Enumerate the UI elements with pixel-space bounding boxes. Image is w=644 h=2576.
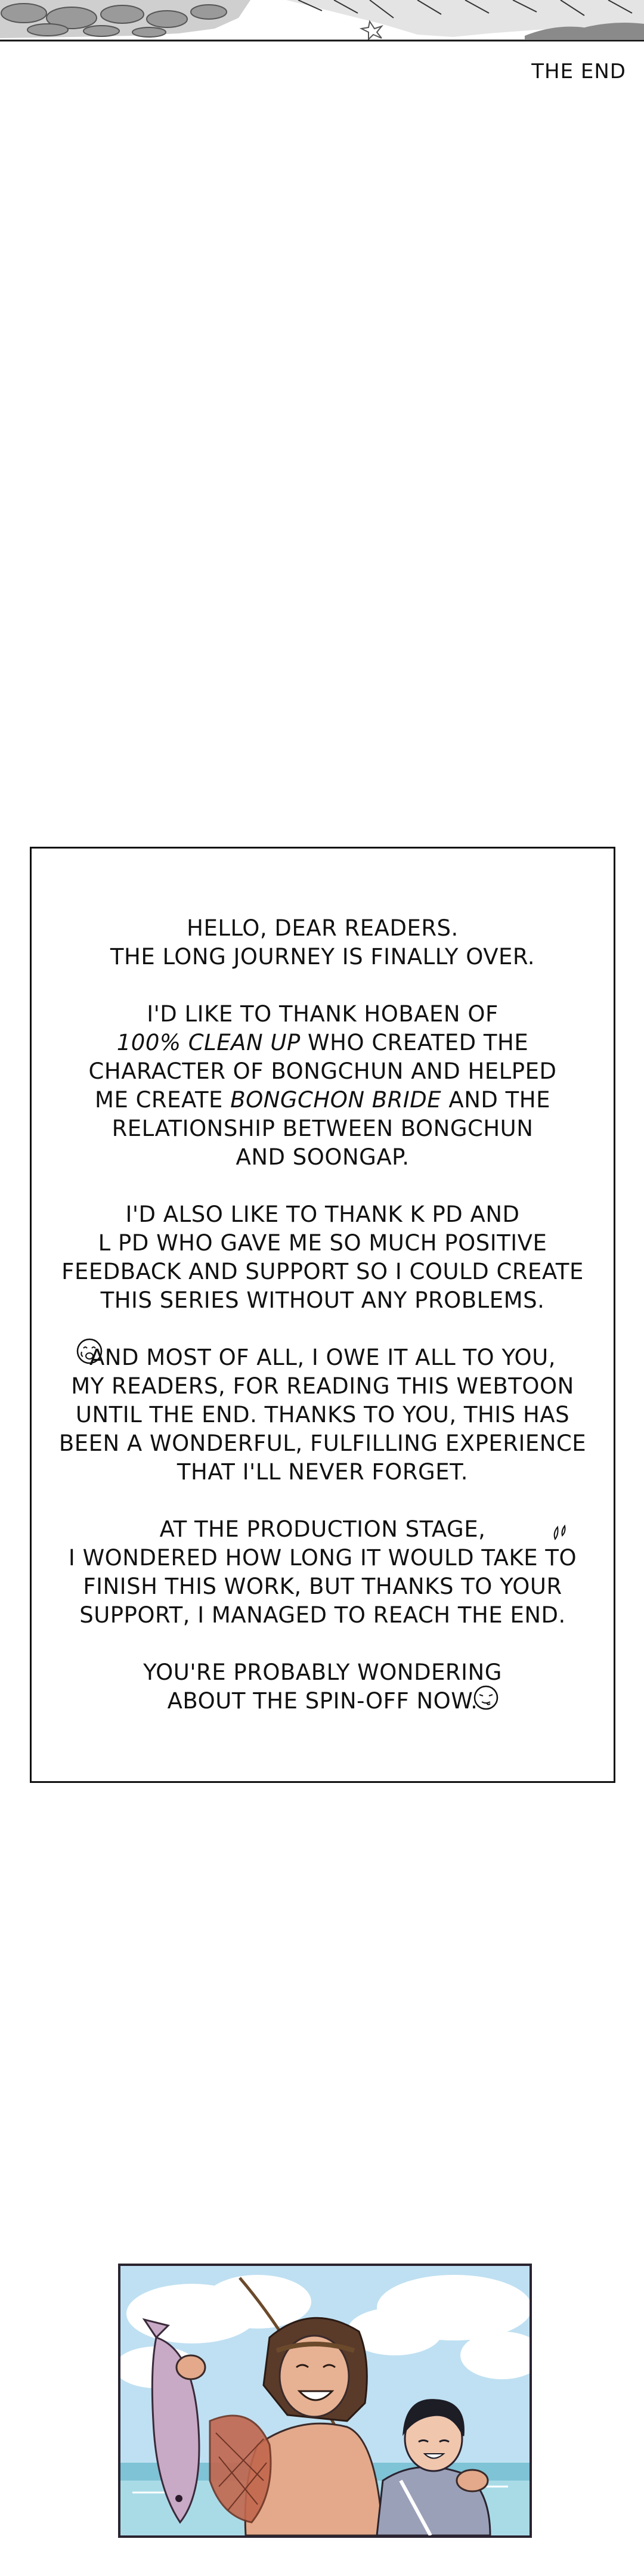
note-line: YOU'RE PROBABLY WONDERING <box>143 1659 502 1685</box>
note-paragraph-6 <box>32 1658 614 1716</box>
note-line <box>32 1086 614 1114</box>
note-line: SUPPORT, I MANAGED TO REACH THE END. <box>79 1602 566 1628</box>
note-line: THAT I'LL NEVER FORGET. <box>177 1459 469 1485</box>
note-line: I WONDERED HOW LONG IT WOULD TAKE TO <box>68 1545 577 1571</box>
note-line: AND SOONGAP. <box>236 1144 410 1170</box>
note-line: UNTIL THE END. THANKS TO YOU, THIS HAS <box>75 1402 570 1428</box>
closing-illustration <box>118 2264 532 2538</box>
previous-panel-edge <box>0 0 644 43</box>
note-line: FINISH THIS WORK, BUT THANKS TO YOUR <box>83 1574 562 1599</box>
note-line: HELLO, DEAR READERS. <box>187 915 459 941</box>
note-line: L PD WHO GAVE ME SO MUCH POSITIVE <box>98 1230 547 1256</box>
author-note-box <box>30 847 615 1783</box>
author-note-text <box>32 914 614 1744</box>
note-paragraph-3 <box>32 1200 614 1315</box>
note-line: AND MOST OF ALL, I OWE IT ALL TO YOU, <box>89 1345 556 1370</box>
note-line-part: WHO CREATED THE <box>300 1030 529 1055</box>
note-line: I'D ALSO LIKE TO THANK K PD AND <box>125 1202 520 1227</box>
note-line: AT THE PRODUCTION STAGE, <box>159 1516 486 1542</box>
note-line: THIS SERIES WITHOUT ANY PROBLEMS. <box>100 1287 545 1313</box>
note-paragraph-2 <box>32 1000 614 1172</box>
the-end-label: THE END <box>531 60 626 83</box>
note-line: BEEN A WONDERFUL, FULFILLING EXPERIENCE <box>58 1431 587 1456</box>
note-line: FEEDBACK AND SUPPORT SO I COULD CREATE <box>61 1259 584 1284</box>
note-paragraph-5 <box>32 1515 614 1630</box>
note-line <box>32 1029 614 1057</box>
work-title-clean-up: 100% CLEAN UP <box>116 1030 301 1055</box>
note-line: CHARACTER OF BONGCHUN AND HELPED <box>88 1058 557 1084</box>
note-line: I'D LIKE TO THANK HOBAEN OF <box>147 1001 499 1027</box>
note-line: THE LONG JOURNEY IS FINALLY OVER. <box>110 944 535 970</box>
note-line: RELATIONSHIP BETWEEN BONGCHUN <box>112 1116 534 1141</box>
note-line-part: AND THE <box>441 1087 550 1113</box>
note-line-part: ME CREATE <box>95 1087 231 1113</box>
note-paragraph-4 <box>32 1343 614 1487</box>
work-title-bongchon-bride: BONGCHON BRIDE <box>230 1087 442 1113</box>
note-line: MY READERS, FOR READING THIS WEBTOON <box>71 1373 574 1399</box>
note-line: ABOUT THE SPIN-OFF NOW. <box>167 1688 478 1714</box>
note-paragraph-1 <box>32 914 614 971</box>
